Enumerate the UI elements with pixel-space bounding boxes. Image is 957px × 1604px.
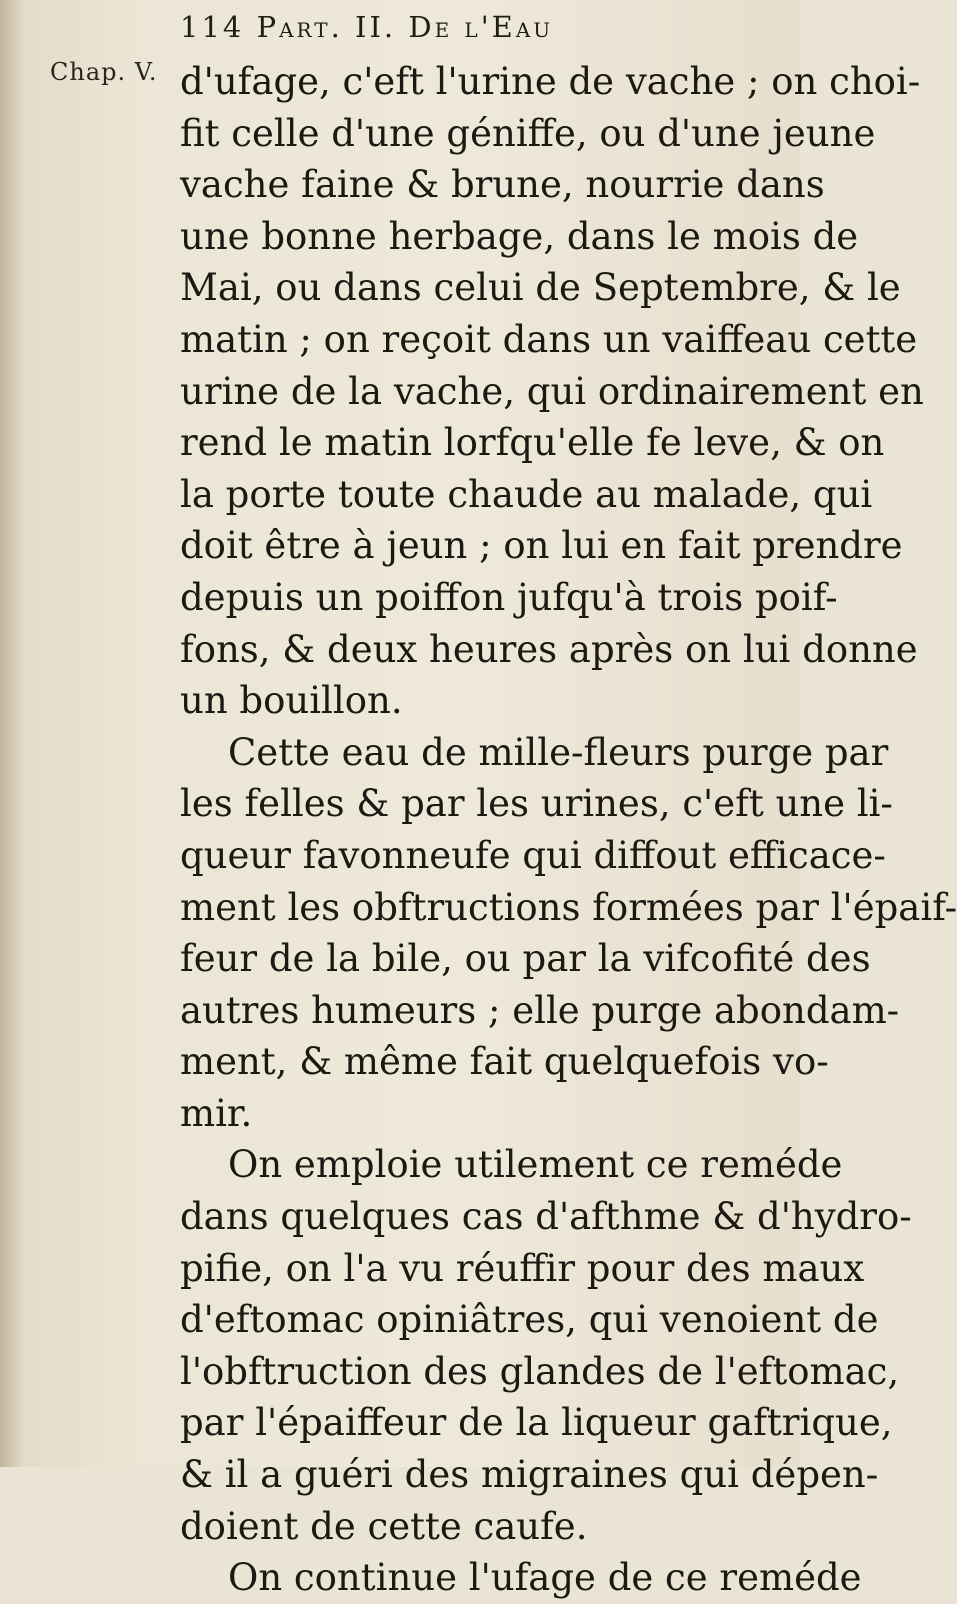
text-line: fit celle d'une géniffe, ou d'une jeune	[180, 111, 876, 155]
paragraph-end-line: un bouillon.	[180, 679, 403, 723]
text-line: dans quelques cas d'afthme & d'hydro-	[180, 1195, 912, 1239]
text-line: urine de la vache, qui ordinairement en	[180, 369, 924, 413]
paragraph-start-line: Cette eau de mille-fleurs purge par	[228, 730, 889, 774]
text-line: & il a guéri des migraines qui dépen-	[180, 1453, 879, 1497]
text-line: rend le matin lorfqu'elle fe leve, & on	[180, 421, 885, 465]
paragraph-start-line: On emploie utilement ce reméde	[228, 1143, 843, 1187]
body-text	[180, 56, 957, 1604]
text-line: les felles & par les urines, c'eft une li-	[180, 782, 893, 826]
text-line: depuis un poiffon jufqu'à trois poif-	[180, 575, 838, 619]
text-line: fons, & deux heures après on lui donne	[180, 627, 918, 671]
text-line: matin ; on reçoit dans un vaiffeau cette	[180, 317, 918, 361]
chapter-label: Chap. V.	[50, 58, 158, 86]
text-line: une bonne herbage, dans le mois de	[180, 214, 859, 258]
text-line: autres humeurs ; elle purge abondam-	[180, 988, 900, 1032]
paragraph-end-line: doient de cette caufe.	[180, 1504, 588, 1548]
text-line: pifie, on l'a vu réuffir pour des maux	[180, 1246, 865, 1290]
text-line: d'ufage, c'eft l'urine de vache ; on choi-	[180, 60, 921, 103]
text-line: d'eftomac opiniâtres, qui venoient de	[180, 1298, 879, 1342]
text-line: Mai, ou dans celui de Septembre, & le	[180, 266, 901, 310]
paragraph-end-line: mir.	[180, 1091, 253, 1135]
text-line: ment les obftructions formées par l'épaif-	[180, 885, 957, 929]
text-line: doit être à jeun ; on lui en fait prendre	[180, 524, 903, 568]
text-line: vache faine & brune, nourrie dans	[180, 163, 825, 207]
text-line: queur favonneufe qui diffout efficace-	[180, 833, 886, 877]
text-line: par l'épaiffeur de la liqueur gaftrique,	[180, 1401, 893, 1445]
text-line: l'obftruction des glandes de l'eftomac,	[180, 1349, 900, 1393]
page-gutter-shadow	[0, 0, 24, 1467]
paragraph-start-line: On continue l'ufage de ce reméde	[228, 1556, 862, 1600]
text-line: ment, & même fait quelquefois vo-	[180, 1040, 829, 1084]
running-head: 114 Part. II. De l'Eau	[180, 10, 554, 44]
text-line: la porte toute chaude au malade, qui	[180, 472, 873, 516]
text-line: feur de la bile, ou par la vifcofité des	[180, 937, 871, 981]
